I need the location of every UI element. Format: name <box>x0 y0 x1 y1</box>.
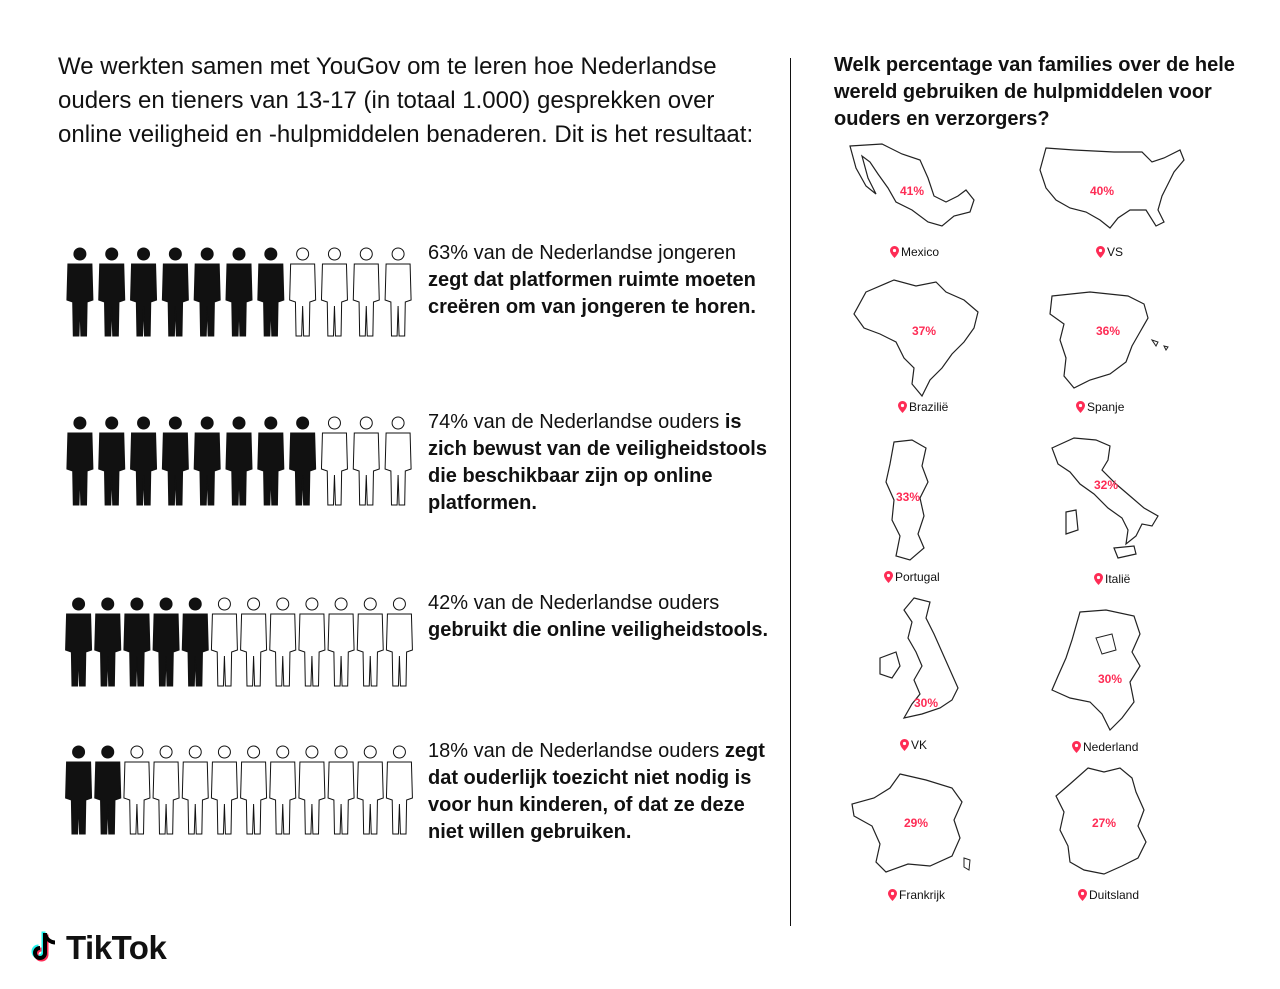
location-pin-icon <box>884 571 893 583</box>
person-outline-icon <box>385 417 411 505</box>
country-card-germany <box>1046 762 1216 912</box>
country-label <box>1078 888 1139 902</box>
person-filled-icon <box>258 417 284 505</box>
country-card-mexico <box>842 138 1012 288</box>
country-name: Portugal <box>895 570 940 584</box>
stat-lead: 63% van de Nederlandse jongeren <box>428 242 736 264</box>
country-card-brazil <box>846 272 1016 422</box>
person-outline-icon <box>328 598 354 686</box>
italy-map <box>1044 430 1174 570</box>
person-outline-icon <box>153 746 179 834</box>
spain-map <box>1040 284 1190 394</box>
person-outline-icon <box>299 598 325 686</box>
location-pin-icon <box>900 739 909 751</box>
person-filled-icon <box>162 417 188 505</box>
location-pin-icon <box>890 246 899 258</box>
person-filled-icon <box>182 598 208 686</box>
percentage-label: 32% <box>1094 478 1119 492</box>
person-outline-icon <box>321 417 347 505</box>
person-filled-icon <box>226 248 252 336</box>
stat-row <box>56 409 776 519</box>
country-label <box>900 738 927 752</box>
country-name: Frankrijk <box>899 888 946 902</box>
person-outline-icon <box>182 746 208 834</box>
country-card-uk <box>874 592 1044 752</box>
person-filled-icon <box>66 746 92 834</box>
country-name: Duitsland <box>1089 888 1140 902</box>
country-name: Nederland <box>1083 740 1139 754</box>
location-pin-icon <box>1094 573 1103 585</box>
person-outline-icon <box>299 746 325 834</box>
country-card-portugal <box>880 436 1050 586</box>
person-outline-icon <box>321 248 347 336</box>
person-filled-icon <box>99 248 125 336</box>
person-filled-icon <box>131 417 157 505</box>
percentage-label: 36% <box>1096 324 1121 338</box>
person-filled-icon <box>194 417 220 505</box>
stat-highlight: is zich bewust van de veiligheidstools die beschikbaar zijn op online platformen. <box>428 411 767 514</box>
column-divider <box>790 58 791 926</box>
person-outline-icon <box>211 746 237 834</box>
stat-highlight: zegt dat ouderlijk toezicht niet nodig is voor hun kinderen, of dat ze deze niet willen gebruiken. <box>428 740 765 843</box>
country-card-italy <box>1044 430 1214 586</box>
location-pin-icon <box>888 889 897 901</box>
people-illustration <box>56 409 416 519</box>
country-label <box>888 888 945 902</box>
country-label <box>1094 572 1130 586</box>
country-label <box>1072 740 1138 754</box>
person-outline-icon <box>353 248 379 336</box>
person-outline-icon <box>328 746 354 834</box>
stat-text <box>428 590 773 644</box>
location-pin-icon <box>898 401 907 413</box>
person-outline-icon <box>357 598 383 686</box>
person-outline-icon <box>353 417 379 505</box>
stat-row <box>56 240 776 350</box>
percentage-label: 30% <box>914 696 939 710</box>
person-filled-icon <box>226 417 252 505</box>
person-outline-icon <box>290 248 316 336</box>
country-name: Spanje <box>1087 400 1125 414</box>
person-outline-icon <box>211 598 237 686</box>
person-filled-icon <box>67 248 93 336</box>
stat-text <box>428 738 773 846</box>
location-pin-icon <box>1078 889 1087 901</box>
country-label <box>884 570 940 584</box>
location-pin-icon <box>1072 741 1081 753</box>
person-filled-icon <box>194 248 220 336</box>
percentage-label: 27% <box>1092 816 1117 830</box>
stat-text <box>428 240 773 321</box>
person-filled-icon <box>258 248 284 336</box>
country-name: Mexico <box>901 245 940 259</box>
person-filled-icon <box>67 417 93 505</box>
person-filled-icon <box>66 598 92 686</box>
country-label <box>898 400 948 414</box>
country-label <box>1076 400 1124 414</box>
person-filled-icon <box>95 598 121 686</box>
intro-text: We werkten samen met YouGov om te leren hoe Nederlandse ouders en tieners van 13-17 (in totaal 1.000) gesprekken over online veiligheid en -hulpmiddelen benaderen. Dit is het resultaat: <box>58 53 754 148</box>
stat-highlight: gebruikt die online veiligheidstools. <box>428 619 769 641</box>
person-filled-icon <box>131 248 157 336</box>
person-filled-icon <box>290 417 316 505</box>
tiktok-note-icon <box>30 931 60 965</box>
person-outline-icon <box>241 746 267 834</box>
country-label <box>890 245 939 259</box>
country-name: Italië <box>1105 572 1131 586</box>
percentage-label: 37% <box>912 324 937 338</box>
stat-lead: 42% van de Nederlandse ouders <box>428 592 720 614</box>
percentage-label: 41% <box>900 184 925 198</box>
person-filled-icon <box>95 746 121 834</box>
country-label <box>1096 245 1123 259</box>
location-pin-icon <box>1076 401 1085 413</box>
person-outline-icon <box>270 746 296 834</box>
person-outline-icon <box>386 598 412 686</box>
country-card-usa <box>1034 138 1204 288</box>
person-outline-icon <box>357 746 383 834</box>
person-outline-icon <box>241 598 267 686</box>
percentage-label: 30% <box>1098 672 1123 686</box>
country-card-netherlands <box>1040 606 1210 756</box>
percentage-label: 33% <box>896 490 921 504</box>
people-illustration <box>56 590 416 700</box>
country-name: VS <box>1107 245 1124 259</box>
percentage-label: 29% <box>904 816 929 830</box>
netherlands-map <box>1040 606 1150 736</box>
person-outline-icon <box>124 746 150 834</box>
stat-lead: 74% van de Nederlandse ouders <box>428 411 725 433</box>
stat-row <box>56 738 776 848</box>
tiktok-logo <box>30 926 166 970</box>
person-filled-icon <box>153 598 179 686</box>
country-card-france <box>846 768 1016 918</box>
country-name: VK <box>911 738 928 752</box>
uk-map <box>874 592 974 732</box>
person-outline-icon <box>385 248 411 336</box>
stat-lead: 18% van de Nederlandse ouders <box>428 740 725 762</box>
country-card-spain <box>1040 284 1210 434</box>
stat-row <box>56 590 776 700</box>
person-outline-icon <box>270 598 296 686</box>
stat-highlight: zegt dat platformen ruimte moeten creëren om van jongeren te horen. <box>428 269 756 318</box>
country-name: Brazilië <box>909 400 949 414</box>
people-illustration <box>56 738 416 848</box>
person-outline-icon <box>386 746 412 834</box>
person-filled-icon <box>124 598 150 686</box>
logo-text: TikTok <box>66 929 167 966</box>
person-filled-icon <box>99 417 125 505</box>
stat-text <box>428 409 773 517</box>
percentage-label: 40% <box>1090 184 1115 198</box>
side-title: Welk percentage van families over de hele wereld gebruiken de hulpmiddelen voor ouders en verzorgers? <box>834 54 1235 130</box>
people-illustration <box>56 240 416 350</box>
location-pin-icon <box>1096 246 1105 258</box>
person-filled-icon <box>162 248 188 336</box>
